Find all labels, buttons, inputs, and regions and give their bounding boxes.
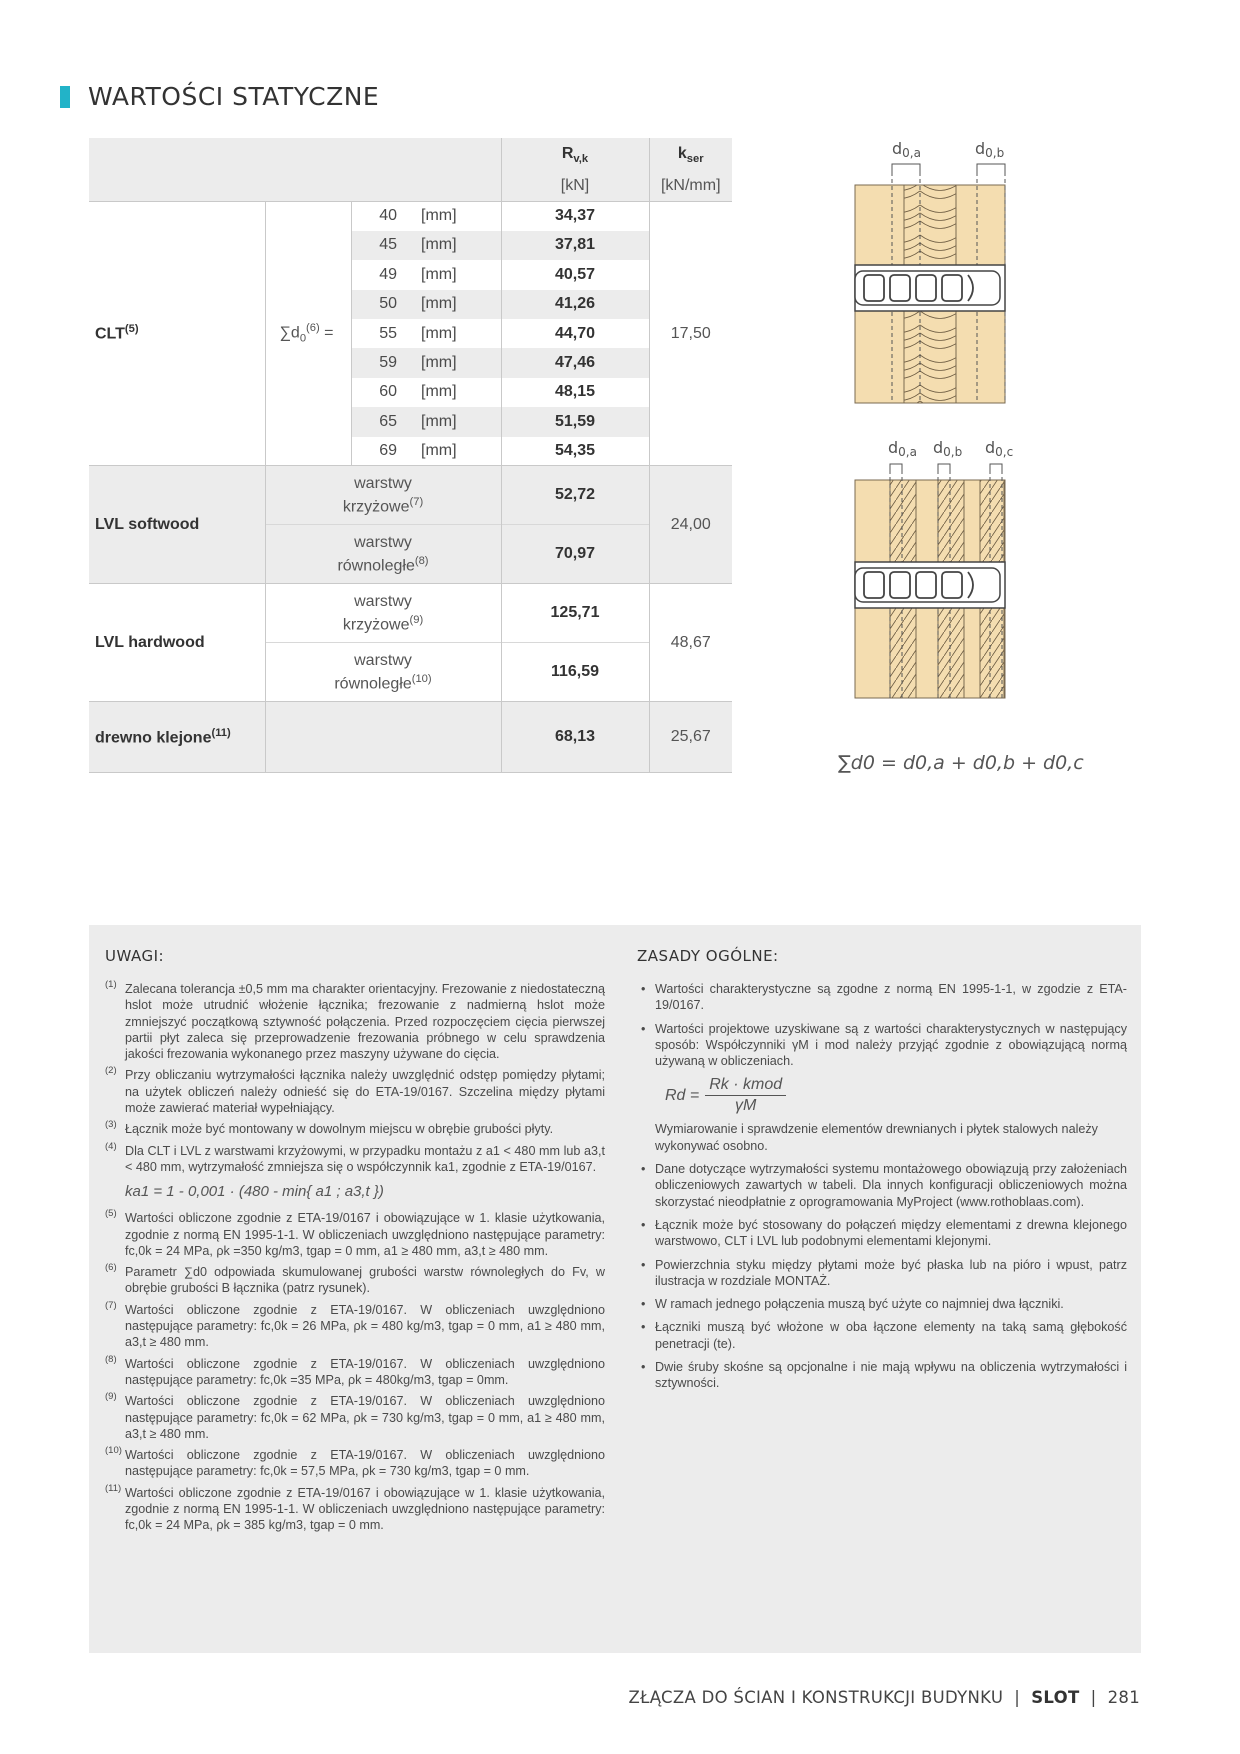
clt-rvk-value: 48,15 — [501, 378, 649, 407]
section-title-text: WARTOŚCI STATYCZNE — [88, 82, 380, 111]
clt-unit: [mm] — [405, 201, 501, 230]
note-item: (4) Dla CLT i LVL z warstwami krzyżowymi, w przypadku montażu z a1 < 480 mm lub a3,t < 480 mm, wytrzymałość zmniejsza się o współczynnik ka1, zgodnie z ETA-19/0167. — [105, 1140, 605, 1174]
rule-item: • Powierzchnia styku między płytami może być płaska lub na pióro i wpust, patrz ilustracja w rozdziale MONTAŻ. — [637, 1257, 1127, 1290]
slot-connector-diagram — [840, 140, 1180, 720]
clt-kser: 17,50 — [649, 201, 732, 466]
clt-unit: [mm] — [405, 260, 501, 289]
clt-rvk-value: 47,46 — [501, 348, 649, 377]
rules-list-top — [637, 981, 1127, 1069]
footer-separator-1: | — [1014, 1688, 1021, 1707]
note-item: (10) Wartości obliczone zgodnie z ETA-19/0167. W obliczeniach uwzględniono następujące parametry: fc,0k = 57,5 MPa, ρk = 730 kg/m3, tgap = 0 mm. — [105, 1445, 605, 1479]
lvl-soft-row-1: LVL softwood warstwy krzyżowe$^{(7)}$ 52,72 24,00 — [89, 466, 732, 525]
clt-rvk-value: 40,57 — [501, 260, 649, 289]
svg-text:d0,a: d0,a — [888, 438, 917, 459]
rule-item: • Wartości charakterystyczne są zgodne z normą EN 1995-1-1, w zgodzie z ETA-19/0167. — [637, 981, 1127, 1014]
clt-rvk-value: 51,59 — [501, 407, 649, 436]
clt-unit: [mm] — [405, 437, 501, 466]
top-panel — [855, 172, 1005, 403]
header-kser-unit: [kN/mm] — [649, 172, 732, 201]
panel-section-diagram — [840, 140, 1180, 725]
clt-unit: [mm] — [405, 290, 501, 319]
svg-text:d0,a: d0,a — [892, 140, 921, 160]
note-item: (6) Parametr ∑d0 odpowiada skumulowanej grubości warstw równoległych do Fv, w obrębie grubości B łącznika (patrz rysunek). — [105, 1262, 605, 1296]
lvl-soft-row-2: warstwy równoległe$^{(8)}$ 70,97 — [89, 525, 732, 584]
clt-thickness: 55 — [379, 324, 397, 342]
footer-page-number: 281 — [1107, 1688, 1140, 1707]
clt-row — [89, 201, 732, 230]
header-kser: $k_{ser}$ — [649, 138, 732, 172]
lvl-hardwood-kser: 48,67 — [649, 584, 732, 702]
lvl-softwood-kser: 24,00 — [649, 466, 732, 584]
page-footer — [629, 1688, 1140, 1707]
sum-d0-label: $\sum d_0^{(6)}$ = — [265, 201, 351, 466]
clt-unit: [mm] — [405, 378, 501, 407]
note-item: (9) Wartości obliczone zgodnie z ETA-19/0167. W obliczeniach uwzględniono następujące parametry: fc,0k = 62 MPa, ρk = 730 kg/m3, tgap = 0 mm, a1 ≥ 480 mm, a3,t ≥ 480 mm. — [105, 1391, 605, 1441]
clt-rvk-value: 41,26 — [501, 290, 649, 319]
clt-unit: [mm] — [405, 407, 501, 436]
lvl-hardwood-label: LVL hardwood — [89, 584, 265, 702]
clt-thickness: 40 — [351, 201, 405, 230]
rule-item: • Dane dotyczące wytrzymałości systemu montażowego obowiązują przy założeniach obliczeniowych zawartych w tabeli. Dla innych konfiguracji obliczeniowych można skorzystać nieodpłatnie z oprogramowania MyProject (www.rothoblaas.com). — [637, 1161, 1127, 1210]
clt-thickness: 65 — [351, 407, 405, 436]
clt-thickness: 60 — [379, 383, 397, 401]
bottom-dim-labels — [888, 438, 1013, 470]
rule-item: • Łączniki muszą być włożone w oba łączone elementy na taką samą głębokość penetracji (te). — [637, 1319, 1127, 1352]
top-dim-labels — [892, 140, 1005, 172]
clt-rows — [89, 201, 732, 466]
rule-item: • W ramach jednego połączenia muszą być użyte co najmniej dwa łączniki. — [637, 1296, 1127, 1312]
clt-label: CLT$^{(5)}$ — [89, 201, 265, 466]
notes-column — [105, 947, 605, 1539]
glulam-label: drewno klejone$^{(11)}$ — [89, 702, 265, 773]
header-rvk-unit: [kN] — [501, 172, 649, 201]
notes-list — [105, 981, 605, 1534]
note-item: (7) Wartości obliczone zgodnie z ETA-19/0167. W obliczeniach uwzględniono następujące parametry: fc,0k = 26 MPa, ρk = 480 kg/m3, tgap = 0 mm, a1 ≥ 480 mm, a3,t ≥ 480 mm. — [105, 1299, 605, 1350]
svg-text:d0,b: d0,b — [933, 438, 963, 459]
clt-rvk-value: 34,37 — [501, 201, 649, 230]
notes-box — [89, 925, 1141, 1653]
footer-product: SLOT — [1031, 1688, 1080, 1707]
bottom-panel — [855, 470, 1005, 698]
lvl-softwood-label: LVL softwood — [89, 466, 265, 584]
clt-rvk-value: 54,35 — [501, 437, 649, 466]
title-accent-bar — [60, 86, 70, 108]
note-item: (5) Wartości obliczone zgodnie z ETA-19/0167 i obowiązujące w 1. klasie użytkowania, zgodnie z normą EN 1995-1-1. W obliczeniach uwzględniono następujące parametry: fc,0k = 24 MPa, ρk =350 kg/m3, tgap = 0 mm, a1 ≥ 480 mm, a3,t ≥ 480 mm. — [105, 1208, 605, 1258]
notes-title: UWAGI: — [105, 947, 165, 965]
rule-item: • Łącznik może być stosowany do połączeń między elementami z drewna klejonego warstwowo, CLT i LVL lub podobnymi elementami klejonymi. — [637, 1217, 1127, 1250]
rules-title: ZASADY OGÓLNE: — [637, 947, 779, 965]
clt-unit: [mm] — [405, 319, 501, 348]
svg-text:d0,c: d0,c — [985, 438, 1014, 459]
svg-text:d0,b: d0,b — [975, 140, 1005, 160]
rule-item: • Wartości projektowe uzyskiwane są z wartości charakterystycznych w następujący sposób: Współczynniki γM i mod należy przyjąć zgodnie z obowiązującą normą używaną w obliczeniach. — [637, 1021, 1127, 1070]
header-rvk: $R_{v,k}$ — [501, 138, 649, 172]
rules-list-bottom — [637, 1161, 1127, 1392]
rules-column — [637, 947, 1127, 1399]
rule-item: • Dwie śruby skośne są opcjonalne i nie mają wpływu na obliczenia wytrzymałości i sztywności. — [637, 1359, 1127, 1392]
clt-thickness: 45 — [351, 231, 405, 260]
note-item: (8) Wartości obliczone zgodnie z ETA-19/0167. W obliczeniach uwzględniono następujące parametry: fc,0k =35 MPa, ρk = 480kg/m3, tgap = 0mm. — [105, 1353, 605, 1387]
clt-unit: [mm] — [405, 348, 501, 377]
rd-note: Wymiarowanie i sprawdzenie elementów drewnianych i płytek stalowych należy wykonywać osobno. — [655, 1122, 1098, 1153]
sum-d0-formula: ∑d0 = d0,a + d0,b + d0,c — [838, 752, 1084, 774]
note-item: (1) Zalecana tolerancja ±0,5 mm ma charakter orientacyjny. Frezowanie z niedostateczną hslot może utrudnić włożenie łącznika; frezowanie z nadmierną hslot może zmniejszyć początkową sztywność połączenia. Przed rozpoczęciem cięcia pierwszej partii płyt zaleca się przeprowadzenie frezowania próbnego w celu sprawdzenia jakości frezowania wykonanego przez maszyny używane do cięcia. — [105, 979, 605, 1062]
clt-rvk-value: 44,70 — [501, 319, 649, 348]
note-item: (3) Łącznik może być montowany w dowolnym miejscu w obrębie grubości płyty. — [105, 1119, 554, 1137]
clt-thickness: 50 — [351, 290, 405, 319]
note-item: (11) Wartości obliczone zgodnie z ETA-19/0167 i obowiązujące w 1. klasie użytkowania, zgodnie z normą EN 1995-1-1. W obliczeniach uwzględniono następujące parametry: fc,0k = 24 MPa, ρk = 385 kg/m3, tgap = 0 mm. — [105, 1482, 605, 1533]
clt-thickness: 69 — [379, 441, 397, 459]
footer-section: ZŁĄCZA DO ŚCIAN I KONSTRUKCJI BUDYNKU — [628, 1688, 1004, 1707]
static-values-table — [89, 138, 732, 773]
clt-thickness: 59 — [351, 348, 405, 377]
footer-separator-2: | — [1090, 1688, 1097, 1707]
clt-thickness: 49 — [379, 265, 397, 283]
note-item: (2) Przy obliczaniu wytrzymałości łącznika należy uwzględnić odstęp pomiędzy płytami; na użytek obliczeń należy odnieść się do ETA-19/0167. Szczelina między płytami może zawierać materiał wypełniający. — [105, 1065, 605, 1116]
section-title — [60, 82, 379, 111]
lvl-hard-row-1: LVL hardwood warstwy krzyżowe$^{(9)}$ 125,71 48,67 — [89, 584, 732, 643]
rd-formula: Rd = $\frac{\text{Rk · kmod}}{\gamma M}$ — [665, 1076, 1127, 1115]
lvl-hard-row-2: warstwy równoległe$^{(10)}$ 116,59 — [89, 643, 732, 702]
clt-unit: [mm] — [405, 231, 501, 260]
ka1-formula: ka1 = 1 - 0,001 · (480 - min{ a1 ; a3,t }) — [125, 1183, 384, 1201]
glulam-row: drewno klejone$^{(11)}$ 68,13 25,67 — [89, 702, 732, 773]
clt-rvk-value: 37,81 — [501, 231, 649, 260]
